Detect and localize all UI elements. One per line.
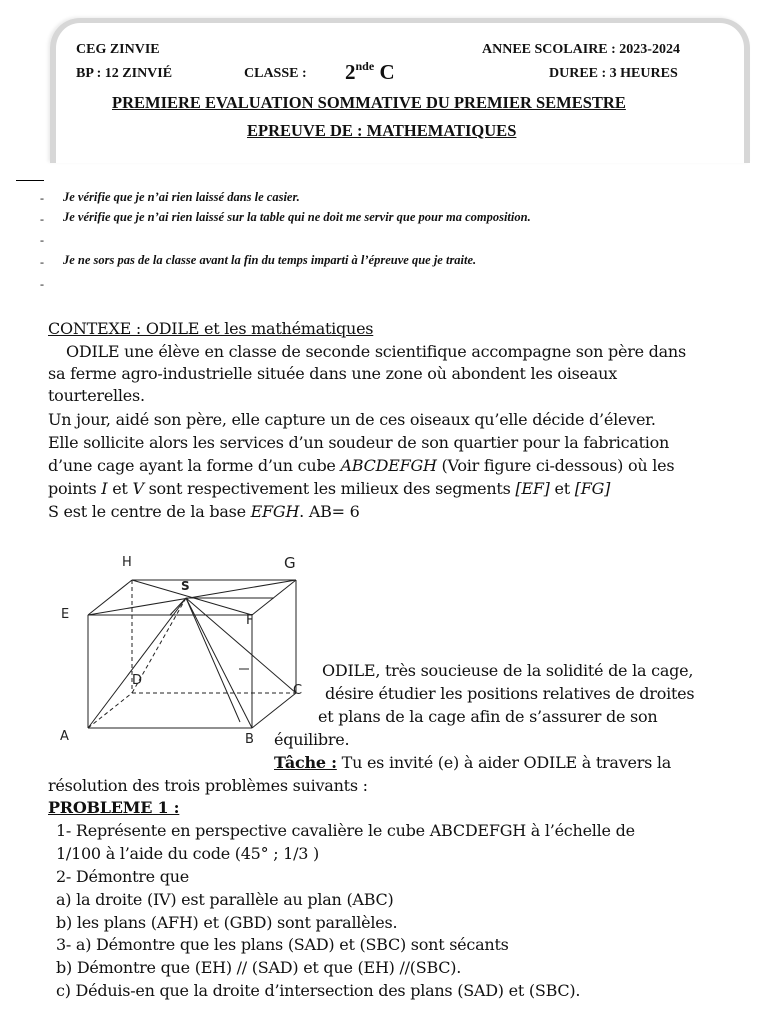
school-year: ANNEE SCOLAIRE : 2023-2024 <box>482 42 680 57</box>
question-2b: b) les plans (AFH) et (GBD) sont parallèles. <box>56 913 398 932</box>
rule-3: Je ne sors pas de la classe avant la fin du temps imparti à l’épreuve que je traite. <box>63 253 477 267</box>
label-g: G <box>284 554 296 572</box>
rule-dash: - <box>40 212 44 226</box>
task-line: Tâche : Tu es invité (e) à aider ODILE à travers la <box>274 753 672 772</box>
question-3a: 3- a) Démontre que les plans (SAD) et (SBC) sont sécants <box>56 935 509 954</box>
side-text-line: résolution des trois problèmes suivants : <box>48 776 368 795</box>
rule-dash: - <box>40 191 44 205</box>
label-e: E <box>61 607 70 622</box>
context-line: sa ferme agro-industrielle située dans une zone où abondent les oiseaux <box>48 364 617 383</box>
school-po-box: BP : 12 ZINVIÉ <box>76 66 173 81</box>
question-1: 1- Représente en perspective cavalière le cube ABCDEFGH à l’échelle de <box>56 821 635 840</box>
side-text-line: équilibre. <box>274 730 350 749</box>
short-rule <box>16 180 44 181</box>
school-name: CEG ZINVIE <box>76 42 160 57</box>
rule-dash: - <box>40 233 44 247</box>
label-s: S <box>181 579 190 593</box>
context-title: CONTEXE : ODILE et les mathématiques <box>48 319 374 338</box>
rule-dash: - <box>40 277 44 291</box>
label-c: C <box>293 683 303 698</box>
side-text-line: ODILE, très soucieuse de la solidité de la cage, <box>322 661 694 680</box>
question-1-continued: 1/100 à l’aide du code (45° ; 1/3 ) <box>56 844 319 863</box>
segment-inner <box>186 598 240 722</box>
label-b: B <box>245 732 254 747</box>
question-3b: b) Démontre que (EH) // (SAD) et que (EH) //(SBC). <box>56 958 462 977</box>
side-text-line: désire étudier les positions relatives de droites <box>325 684 695 703</box>
exam-subject: EPREUVE DE : MATHEMATIQUES <box>247 121 517 140</box>
exam-title: PREMIERE EVALUATION SOMMATIVE DU PREMIER SEMESTRE <box>112 93 626 112</box>
context-line: points I et V sont respectivement les milieux des segments [EF] et [FG] <box>48 479 611 498</box>
question-3c: c) Déduis-en que la droite d’intersection des plans (SAD) et (SBC). <box>56 981 581 1000</box>
class-value: 2nde C <box>345 59 395 84</box>
cube-figure <box>50 545 320 755</box>
context-line: S est le centre de la base EFGH. AB= 6 <box>48 502 360 521</box>
class-label: CLASSE : <box>244 66 307 81</box>
question-2: 2- Démontre que <box>56 867 189 886</box>
context-line: d’une cage ayant la forme d’un cube ABCDEFGH (Voir figure ci-dessous) où les <box>48 456 675 475</box>
segment-sa <box>88 598 186 728</box>
context-line: ODILE une élève en classe de seconde scientifique accompagne son père dans <box>66 342 686 361</box>
rule-1: Je vérifie que je n’ai rien laissé dans le casier. <box>63 190 300 204</box>
context-line: Elle sollicite alors les services d’un soudeur de son quartier pour la fabrication <box>48 433 670 452</box>
rule-2: Je vérifie que je n’ai rien laissé sur la table qui ne doit me servir que pour ma composition. <box>63 210 531 224</box>
exam-duration: DUREE : 3 HEURES <box>549 66 678 81</box>
label-d: D <box>132 673 143 688</box>
problem1-title: PROBLEME 1 : <box>48 798 180 817</box>
side-text-line: et plans de la cage afin de s’assurer de son <box>318 707 658 726</box>
header-frame <box>50 18 750 163</box>
label-f: F <box>246 613 254 628</box>
label-h: H <box>122 555 132 570</box>
label-a: A <box>60 729 69 744</box>
rule-dash: - <box>40 255 44 269</box>
context-line: tourterelles. <box>48 386 145 405</box>
question-2a: a) la droite (IV) est parallèle au plan (ABC) <box>56 890 394 909</box>
edge-eh <box>88 580 132 615</box>
context-line: Un jour, aidé son père, elle capture un de ces oiseaux qu’elle décide d’élever. <box>48 410 656 429</box>
segment-sb <box>186 598 252 728</box>
edge-bc <box>252 693 296 728</box>
